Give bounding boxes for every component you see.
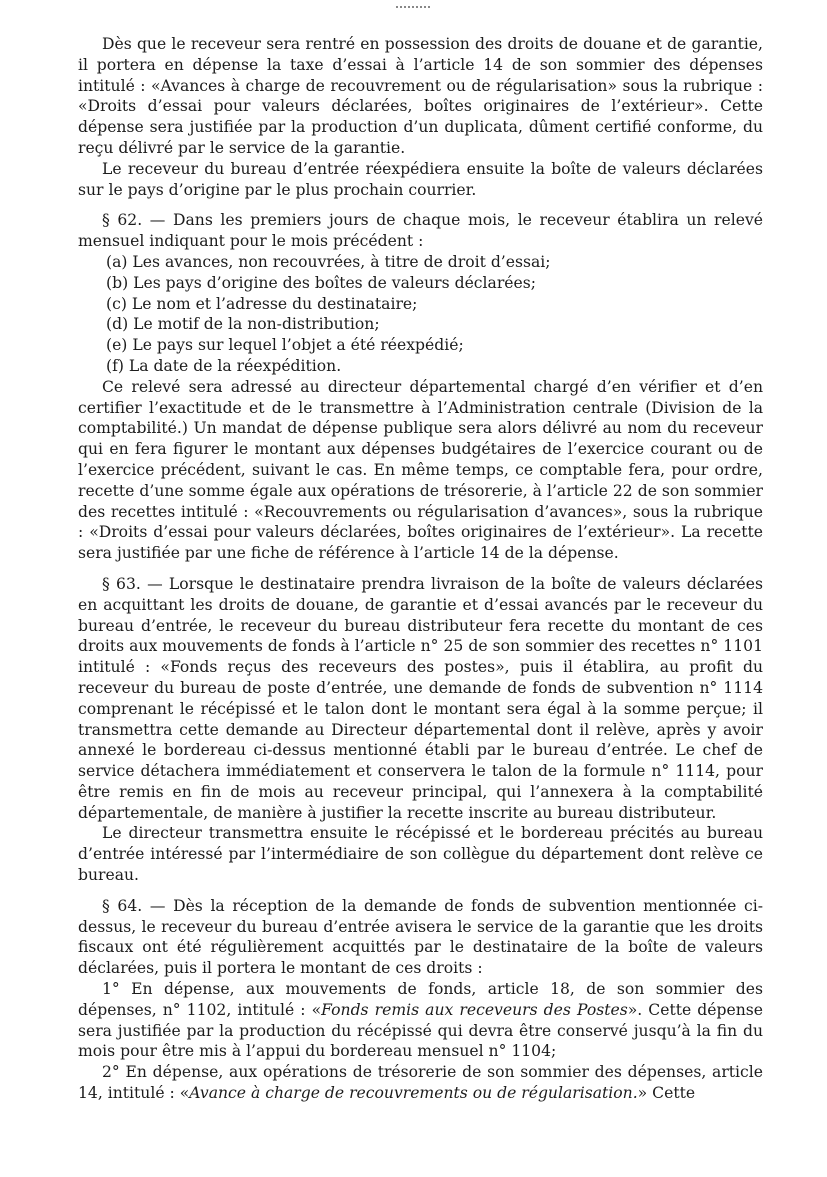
paragraph-receipt-of-duties: Dès que le receveur sera rentré en possession des droits de douane et de garantie, il portera en dépense la taxe d’essai à l’article 14 de son sommier des dépenses intitulé : «Avances à charge de recouvrement ou de régularisation» sous la rubrique : «Droits d’essai pour valeurs déclarées, boîtes originaires de l’extérieur». Cette dépense sera justifiée par la production d’un duplicata, dûment certifié conforme, du reçu délivré par le service de la garantie. [78,35,763,157]
paragraph-section-62: § 62. — Dans les premiers jours de chaque mois, le receveur établira un relevé mensuel indiquant pour le mois précédent : [78,211,763,251]
paragraph-statement-processing: Ce relevé sera adressé au directeur départemental chargé d’en vérifier et d’en certifier l’exactitude et de le transmettre à l’Administration centrale (Division de la comptabilité.) Un mandat de dépense publique sera alors délivré au nom du receveur qui en fera figurer le montant aux dépenses budgétaires de l’exercice courant ou de l’exercice précédent, suivant le cas. En même temps, ce comptable fera, pour ordre, recette d’une somme égale aux opérations de trésorerie, à l’article 22 de son sommier des recettes intitulé : «Recouvrements ou régularisation d’avances», sous la rubrique : «Droits d’essai pour valeurs déclarées, boîtes originaires de l’extérieur». La recette sera justifiée par une fiche de référence à l’article 14 de la dépense. [78,377,763,563]
paragraph-section-64: § 64. — Dès la réception de la demande de fonds de subvention mentionnée ci-dessus, le receveur du bureau d’entrée avisera le service de la garantie que les droits fiscaux ont été régulièrement acquittés par le destinataire de la boîte de valeurs déclarées, puis il portera le montant de ces droits : [78,896,763,978]
list-item-f: (f) La date de la réexpédition. [106,356,342,375]
paragraph-director-transmission: Le directeur transmettra ensuite le récépissé et le bordereau précités au bureau d’entrée intéressé par l’intermédiaire de son collègue du département dont relève ce bureau. [78,824,763,885]
item-1-lead: 1° En dépense, aux mouvements de fonds, article 18, de son sommier des dépenses, n° 1102, intitulé : « [78,980,763,1019]
list-item-a: (a) Les avances, non recouvrées, à titre de droit d’essai; [106,252,551,271]
list-item-c: (c) Le nom et l’adresse du destinataire; [106,294,418,313]
paragraph-section-63: § 63. — Lorsque le destinataire prendra livraison de la boîte de valeurs déclarées en acquittant les droits de douane, de garantie et d’essai avancés par le receveur du bureau d’entrée, le receveur du bureau distributeur fera recette du montant de ces droits aux mouvements de fonds à l’article n° 25 de son sommier des recettes n° 1101 intitulé : «Fonds reçus des receveurs des postes», puis il établira, au profit du receveur du bureau de poste d’entrée, une demande de fonds de subvention n° 1114 comprenant le récépissé et le talon dont le montant sera égal à la somme perçue; il transmettra cette demande au Directeur départemental dont il relève, après y avoir annexé le bordereau ci-dessus mentionné établi par le bureau d’entrée. Le chef de service détachera immédiatement et conservera le talon de la formule n° 1114, pour être remis en fin de mois au receveur principal, qui l’annexera à la comptabilité départementale, de manière à justifier la recette inscrite au bureau distributeur. [78,574,763,822]
list-item-d: (d) Le motif de la non-distribution; [106,315,380,334]
paragraph-reexpedition: Le receveur du bureau d’entrée réexpédiera ensuite la boîte de valeurs déclarées sur le pays d’origine par le plus prochain courrier. [78,159,763,199]
item-1-italic: Fonds remis aux receveurs des Postes [321,1000,628,1019]
item-2-tail: » Cette [637,1084,696,1103]
list-item-b: (b) Les pays d’origine des boîtes de valeurs déclarées; [106,273,536,292]
body-text [78,34,763,1104]
paragraph-item-1 [78,979,763,1062]
paragraph-item-2 [78,1062,763,1104]
page-number-mark [396,6,430,8]
monthly-statement-list [78,252,763,377]
item-1-tail: ». Cette dépense sera justifiée par la production du récépissé qui devra être conservé jusqu’à la fin du mois pour être mis à l’appui du bordereau mensuel n° 1104; [78,1000,764,1061]
item-2-lead: 2° En dépense, aux opérations de trésorerie de son sommier des dépenses, article 14, intitulé : « [78,1063,763,1103]
item-2-italic: Avance à charge de recouvrements ou de régularisation. [189,1084,638,1103]
list-item-e: (e) Le pays sur lequel l’objet a été réexpédié; [106,336,464,355]
